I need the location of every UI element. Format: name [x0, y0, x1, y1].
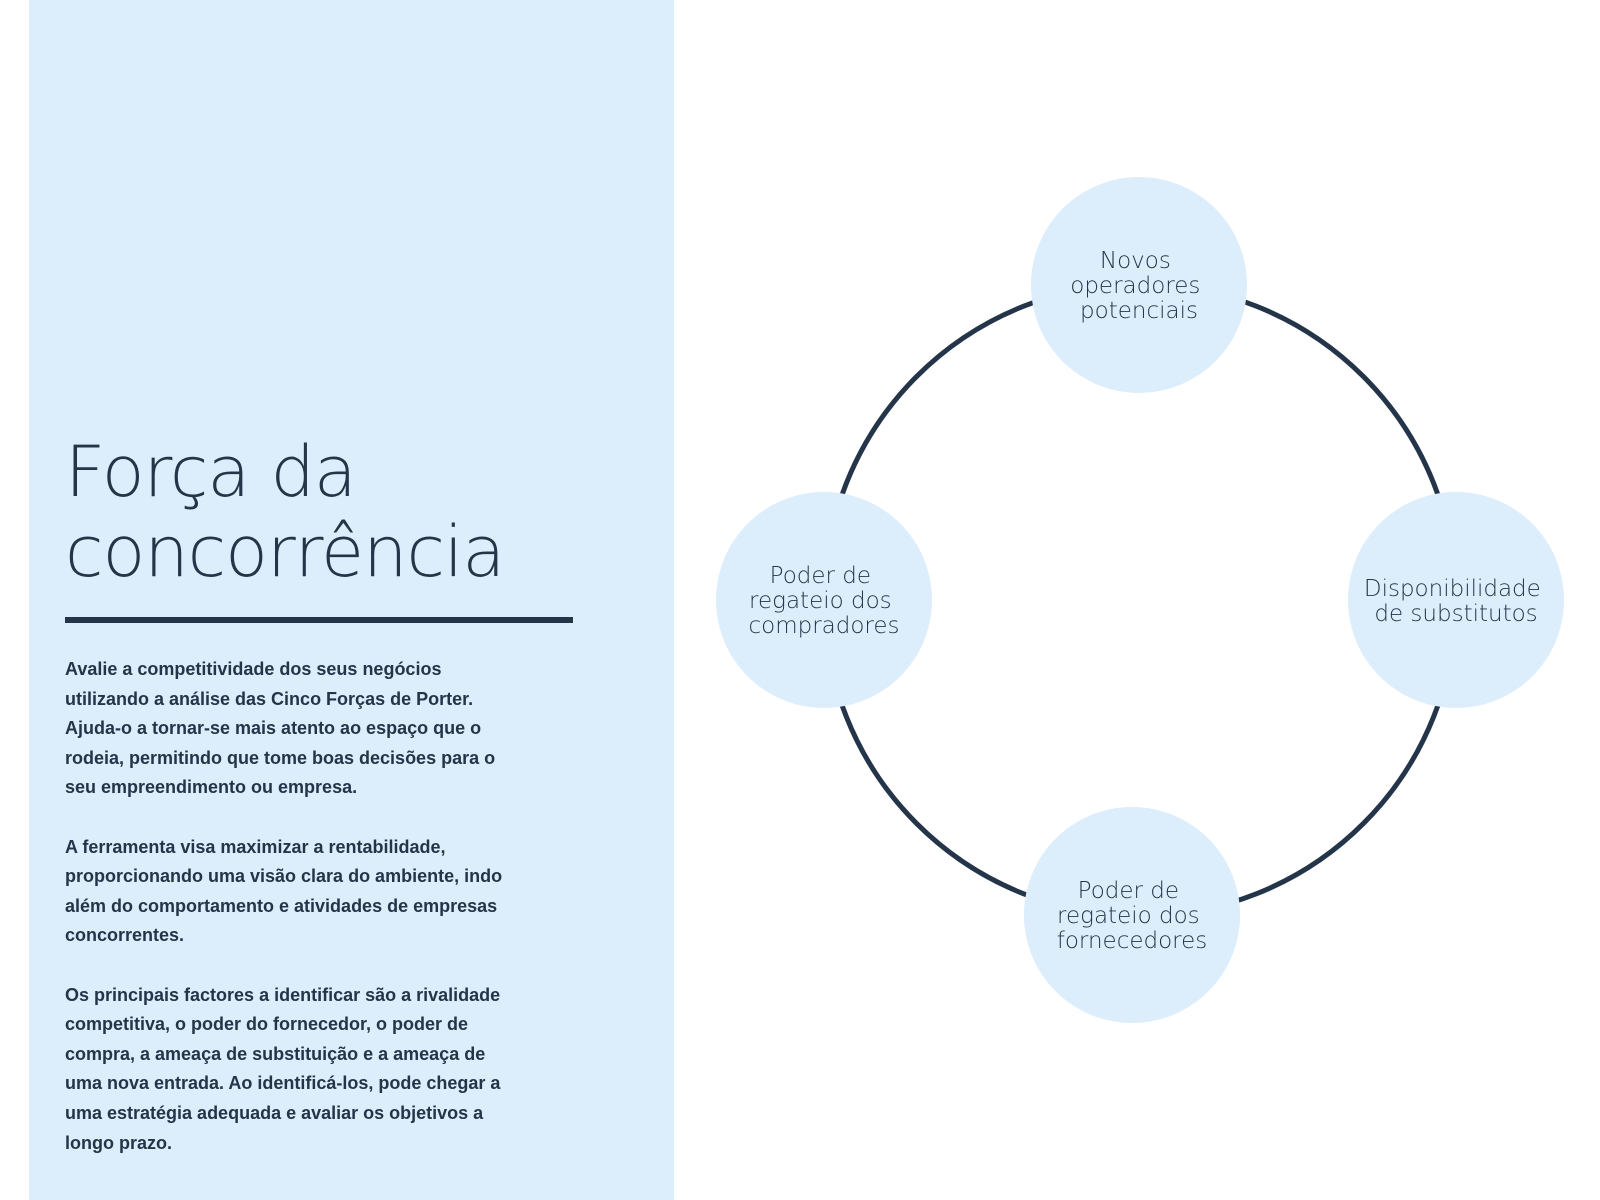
node-right-label	[1364, 576, 1548, 627]
description-paragraph-2: A ferramenta visa maximizar a rentabilidade, proporcionando uma visão clara do ambiente, indo além do comportamento e atividades de empresas concorrentes.	[65, 836, 503, 946]
node-bottom	[1024, 807, 1240, 1023]
node-right	[1348, 492, 1564, 708]
title-divider	[65, 617, 573, 623]
node-top	[1031, 177, 1247, 393]
description-paragraph-1: Avalie a competitividade dos seus negócios utilizando a análise das Cinco Forças de Porter. Ajuda-o a tornar-se mais atento ao espaço que o rodeia, permitindo que tome boas decisões para o seu empreendimento ou empresa.	[65, 659, 496, 798]
title-line-1: Força da	[65, 431, 356, 513]
node-bottom-label	[1057, 878, 1208, 954]
node-left-line-1: Poder de	[769, 563, 872, 589]
node-bottom-line-3: fornecedores	[1056, 928, 1208, 954]
node-top-line-1: Novos	[1099, 248, 1171, 274]
node-top-line-3: potenciais	[1080, 298, 1198, 324]
node-right-line-1: Disponibilidade	[1363, 576, 1541, 602]
node-right-line-2: de substitutos	[1374, 601, 1538, 627]
five-forces-diagram	[674, 0, 1600, 1200]
node-left-line-2: regateio dos	[749, 588, 892, 614]
node-left-label	[748, 563, 899, 639]
node-left	[716, 492, 932, 708]
description-paragraph-3: Os principais factores a identificar são a rivalidade competitiva, o poder do fornecedor, o poder de compra, a ameaça de substituição e a ameaça de uma nova entrada. Ao identificá-los, pode chegar a uma estratégia adequada e avaliar os objetivos a longo prazo.	[65, 984, 501, 1153]
title-line-2: concorrência	[65, 511, 505, 593]
node-left-line-3: compradores	[748, 613, 900, 639]
node-bottom-line-2: regateio dos	[1057, 903, 1200, 929]
page-title	[65, 432, 504, 592]
node-top-line-2: operadores	[1070, 273, 1201, 299]
description	[65, 655, 505, 1188]
node-bottom-line-1: Poder de	[1077, 878, 1180, 904]
left-panel	[29, 0, 674, 1200]
